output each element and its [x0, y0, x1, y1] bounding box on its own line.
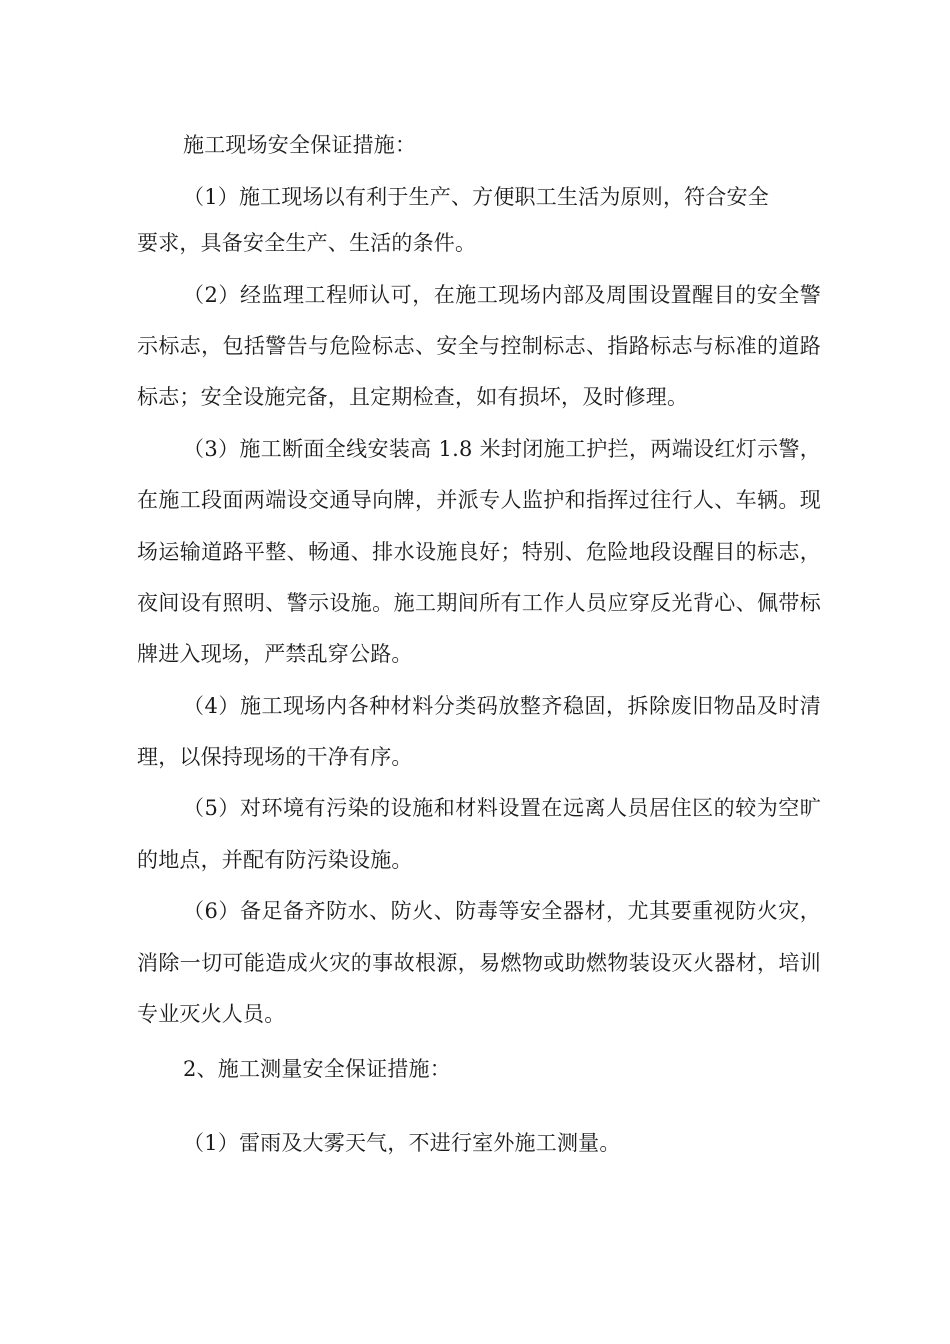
paragraph-5-line-2: 的地点，并配有防污染设施。 — [137, 848, 413, 872]
paragraph-6-line-1: （6）备足备齐防水、防火、防毒等安全器材，尤其要重视防火灾， — [183, 899, 821, 923]
paragraph-3-line-3: 场运输道路平整、畅通、排水设施良好；特别、危险地段设醒目的标志， — [137, 540, 821, 564]
paragraph-1-line-1: （1）施工现场以有利于生产、方便职工生活为原则，符合安全 — [183, 185, 769, 209]
section-heading-2: 2、施工测量安全保证措施： — [183, 1057, 451, 1081]
paragraph-6-line-2: 消除一切可能造成火灾的事故根源，易燃物或助燃物装设灭火器材，培训 — [137, 951, 821, 975]
paragraph-4-line-2: 理，以保持现场的干净有序。 — [137, 745, 413, 769]
paragraph-2-line-2: 示标志，包括警告与危险标志、安全与控制标志、指路标志与标准的道路 — [137, 334, 821, 358]
section-heading: 施工现场安全保证措施： — [183, 133, 417, 157]
paragraph-2-line-1: （2）经监理工程师认可，在施工现场内部及周围设置醒目的安全警 — [183, 283, 821, 307]
paragraph-4-line-1: （4）施工现场内各种材料分类码放整齐稳固，拆除废旧物品及时清 — [183, 694, 821, 718]
paragraph-3-line-4: 夜间设有照明、警示设施。施工期间所有工作人员应穿反光背心、佩带标 — [137, 591, 821, 615]
paragraph-1-line-2: 要求，具备安全生产、生活的条件。 — [137, 231, 477, 255]
paragraph-2-line-3: 标志；安全设施完备，且定期检查，如有损坏，及时修理。 — [137, 385, 689, 409]
paragraph-3-line-1: （3）施工断面全线安装高 1.8 米封闭施工护拦，两端设红灯示警， — [183, 437, 821, 461]
paragraph-7-line-1: （1）雷雨及大雾天气，不进行室外施工测量。 — [183, 1131, 621, 1155]
paragraph-3-line-5: 牌进入现场，严禁乱穿公路。 — [137, 642, 413, 666]
paragraph-3-line-2: 在施工段面两端设交通导向牌，并派专人监护和指挥过往行人、车辆。现 — [137, 488, 821, 512]
paragraph-5-line-1: （5）对环境有污染的设施和材料设置在远离人员居住区的较为空旷 — [183, 796, 821, 820]
paragraph-6-line-3: 专业灭火人员。 — [137, 1002, 286, 1026]
